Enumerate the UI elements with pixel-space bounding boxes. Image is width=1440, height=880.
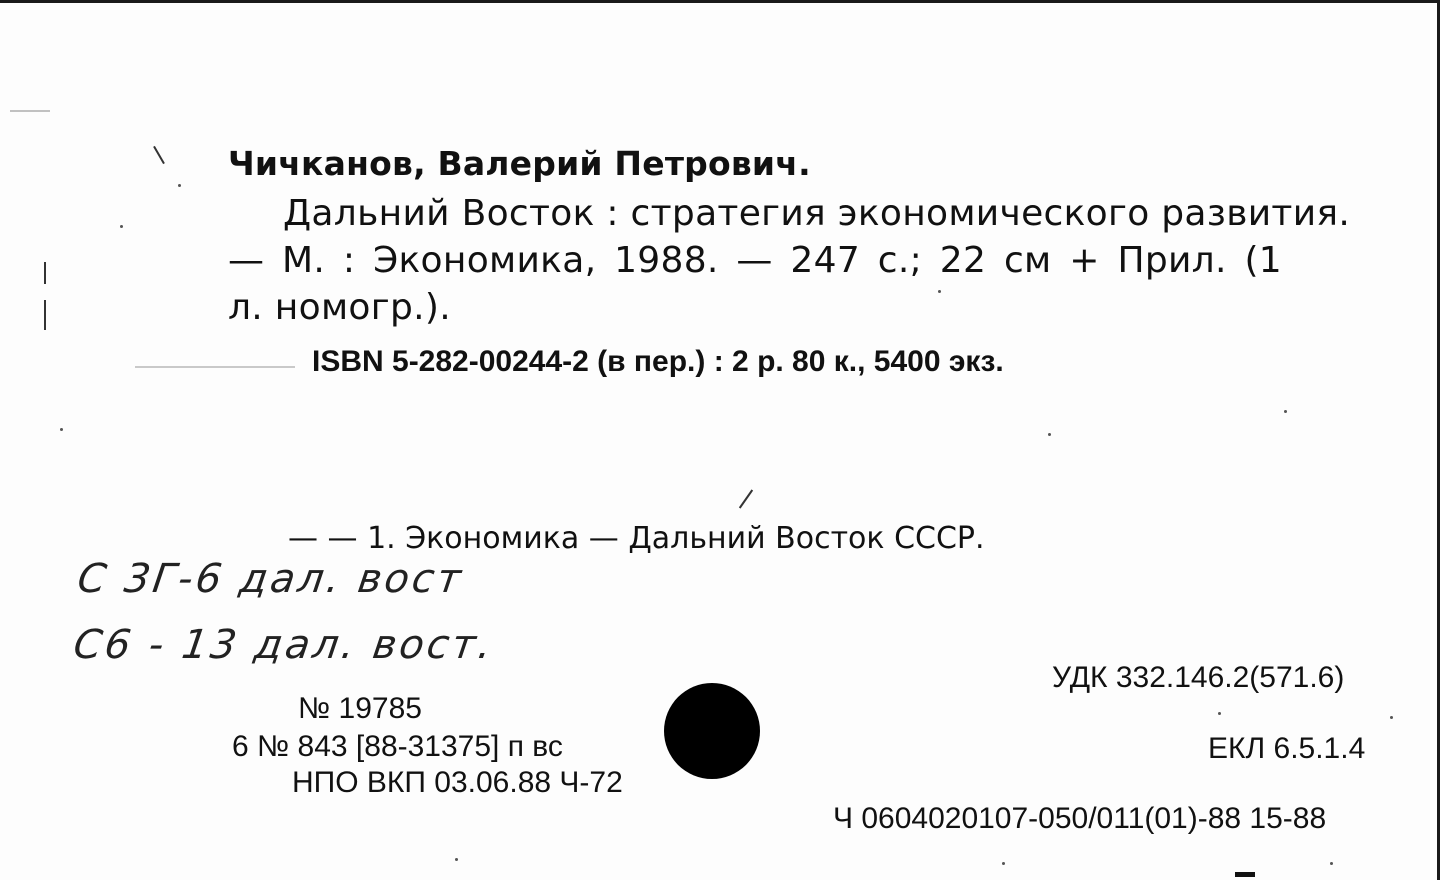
margin-mark [44,262,46,284]
title-line-3: л. номогр.). [228,287,451,328]
card-number: № 19785 [298,692,422,725]
title-line-1: Дальний Восток : стратегия экономического развития. [283,193,1351,234]
scan-speck [1284,410,1287,413]
scan-speck [1218,712,1221,715]
publisher-print-line: НПО ВКП 03.06.88 Ч-72 [292,766,623,799]
scan-speck [1002,862,1005,865]
scan-speck [1048,433,1051,436]
scan-speck [60,428,63,431]
scan-smudge [10,110,50,112]
scan-speck [1390,716,1393,719]
subject-heading: — — 1. Экономика — Дальний Восток СССР. [288,521,985,556]
order-line: 6 № 843 [88-31375] п вс [232,730,563,763]
ekl-code: ЕКЛ 6.5.1.4 [1208,732,1366,765]
scan-speck [178,184,181,187]
scan-smudge [1235,872,1255,877]
classification-code: Ч 0604020107-050/011(01)-88 15-88 [833,802,1327,835]
margin-mark [44,300,46,330]
punch-hole [664,683,760,779]
handwritten-shelfmark-2: С6 - 13 дал. вост. [70,622,498,668]
handwritten-shelfmark-1: С 3Г-6 дал. вост [74,556,467,602]
title-line-2: — М. : Экономика, 1988. — 247 с.; 22 см + Прил. (1 [228,240,1283,281]
scan-speck [455,858,458,861]
margin-mark [153,146,165,164]
scan-speck [1330,862,1333,865]
scan-speck [938,290,941,293]
scan-speck [120,225,123,228]
udk-code: УДК 332.146.2(571.6) [1052,661,1345,694]
margin-mark [739,489,753,508]
scan-smudge [135,366,295,368]
author-heading: Чичканов, Валерий Петрович. [228,144,811,183]
isbn-line: ISBN 5-282-00244-2 (в пер.) : 2 р. 80 к., 5400 экз. [312,345,1004,378]
card-top-border [0,0,1440,3]
